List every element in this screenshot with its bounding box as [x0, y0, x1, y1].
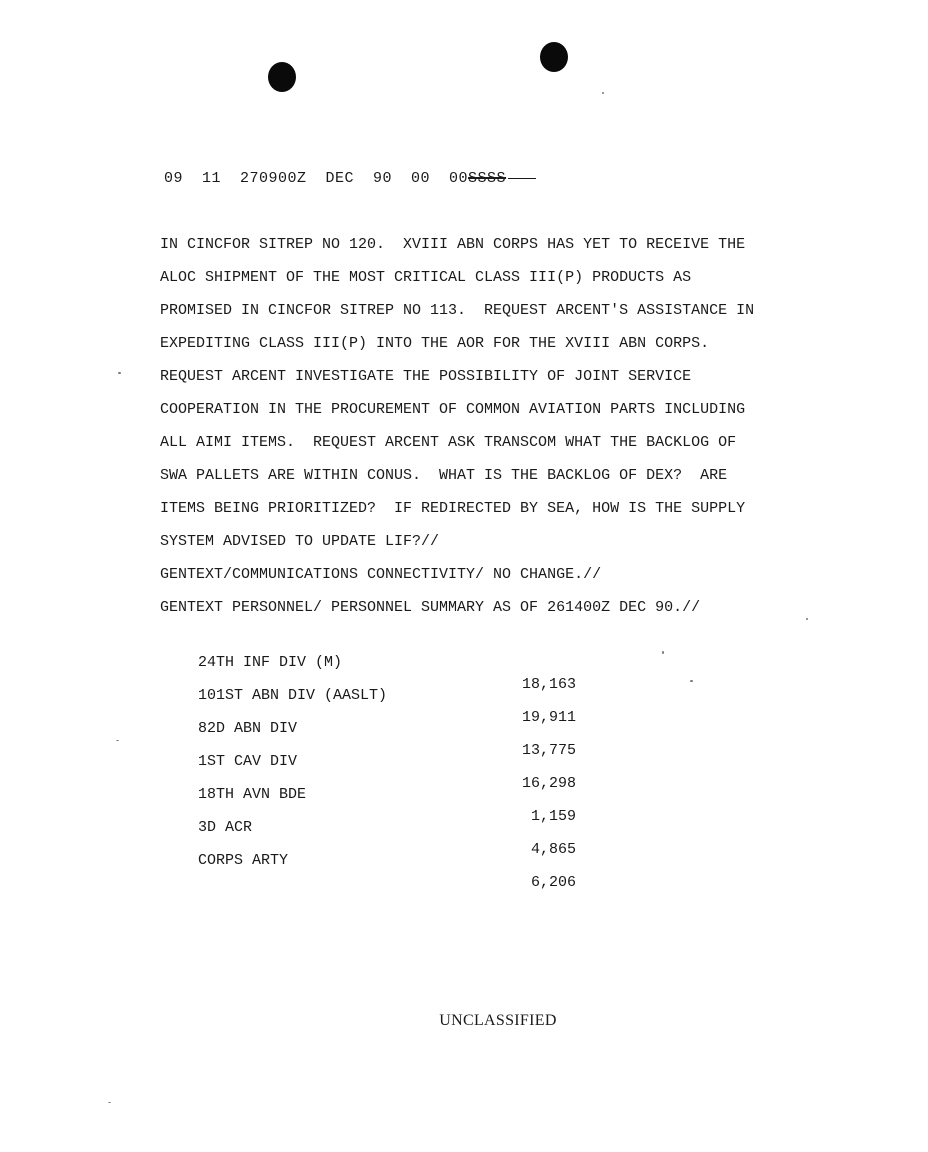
- unit-count: 1,159: [530, 808, 576, 825]
- table-row: [196, 729, 586, 792]
- table-row: [196, 663, 586, 726]
- unit-name: 1ST CAV DIV: [198, 753, 298, 770]
- body-line: PROMISED IN CINCFOR SITREP NO 113. REQUEST ARCENT'S ASSISTANCE IN: [160, 302, 755, 319]
- body-line: ALL AIMI ITEMS. REQUEST ARCENT ASK TRANSCOM WHAT THE BACKLOG OF: [160, 434, 737, 451]
- scan-speck: [602, 92, 604, 94]
- unit-name: 24TH INF DIV (M): [198, 654, 343, 671]
- unit-name: CORPS ARTY: [198, 852, 289, 869]
- body-line: ITEMS BEING PRIORITIZED? IF REDIRECTED BY SEA, HOW IS THE SUPPLY: [160, 500, 746, 517]
- unit-count: 4,865: [530, 841, 576, 858]
- body-line: GENTEXT/COMMUNICATIONS CONNECTIVITY/ NO CHANGE.//: [160, 566, 602, 583]
- unit-name: 82D ABN DIV: [198, 720, 298, 737]
- unit-name: 3D ACR: [198, 819, 253, 836]
- body-line: ALOC SHIPMENT OF THE MOST CRITICAL CLASS III(P) PRODUCTS AS: [160, 269, 692, 286]
- scan-speck: [118, 372, 121, 374]
- unit-count: 16,298: [521, 775, 576, 792]
- classification-marking: UNCLASSIFIED: [439, 1012, 557, 1029]
- unit-count: 6,206: [530, 874, 576, 891]
- body-line: SWA PALLETS ARE WITHIN CONUS. WHAT IS THE BACKLOG OF DEX? ARE: [160, 467, 728, 484]
- table-row: [196, 795, 586, 858]
- body-line: COOPERATION IN THE PROCUREMENT OF COMMON AVIATION PARTS INCLUDING: [160, 401, 746, 418]
- body-line: EXPEDITING CLASS III(P) INTO THE AOR FOR THE XVIII ABN CORPS.: [160, 335, 710, 352]
- unit-count: 13,775: [521, 742, 576, 759]
- unit-name: 101ST ABN DIV (AASLT): [198, 687, 388, 704]
- body-line: SYSTEM ADVISED TO UPDATE LIF?//: [160, 533, 440, 550]
- scan-speck: [108, 1102, 111, 1103]
- body-line: GENTEXT PERSONNEL/ PERSONNEL SUMMARY AS OF 261400Z DEC 90.//: [160, 599, 701, 616]
- strike-line: [508, 178, 536, 179]
- body-line: REQUEST ARCENT INVESTIGATE THE POSSIBILITY OF JOINT SERVICE: [160, 368, 692, 385]
- table-row: [196, 828, 586, 891]
- personnel-summary-table: [196, 630, 586, 891]
- message-dtg-header: [164, 170, 536, 187]
- table-row: [196, 630, 586, 693]
- struck-out-text: SSSS: [468, 170, 507, 187]
- body-line: IN CINCFOR SITREP NO 120. XVIII ABN CORPS HAS YET TO RECEIVE THE: [160, 236, 746, 253]
- unit-count: 18,163: [521, 676, 576, 693]
- dtg-text: 09 11 270900Z DEC 90 00 00: [164, 170, 469, 187]
- scan-speck: [662, 651, 664, 654]
- punch-hole-right: [540, 42, 568, 72]
- unit-name: 18TH AVN BDE: [198, 786, 307, 803]
- unit-count: 19,911: [521, 709, 576, 726]
- scan-speck: [690, 680, 693, 682]
- table-row: [196, 762, 586, 825]
- message-body: [160, 234, 860, 630]
- table-row: [196, 696, 586, 759]
- scan-speck: [116, 740, 119, 741]
- punch-hole-left: [268, 62, 296, 92]
